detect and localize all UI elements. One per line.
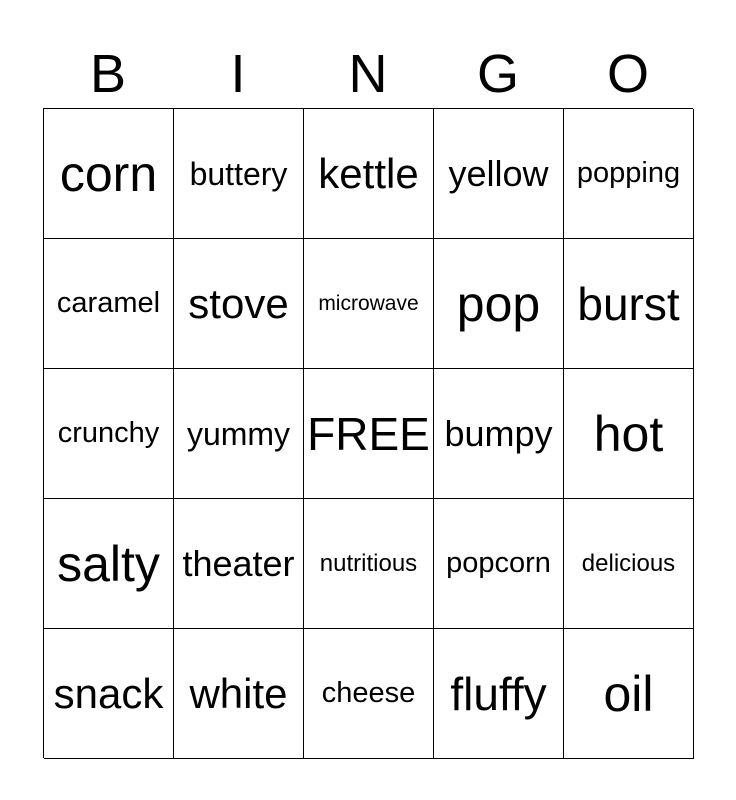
bingo-cell-r3-c5[interactable]: hot bbox=[564, 369, 694, 499]
bingo-cell-r4-c2[interactable]: theater bbox=[174, 499, 304, 629]
bingo-cell-r3-c2[interactable]: yummy bbox=[174, 369, 304, 499]
bingo-cell-r2-c4[interactable]: pop bbox=[434, 239, 564, 369]
bingo-cell-r1-c5[interactable]: popping bbox=[564, 109, 694, 239]
header-letter-n: N bbox=[348, 44, 388, 104]
header-letter-o: O bbox=[606, 44, 649, 104]
bingo-cell-r5-c4[interactable]: fluffy bbox=[434, 629, 564, 759]
bingo-cell-r5-c2[interactable]: white bbox=[174, 629, 304, 759]
bingo-cell-r1-c2[interactable]: buttery bbox=[174, 109, 304, 239]
bingo-cell-r5-c1[interactable]: snack bbox=[44, 629, 174, 759]
bingo-cell-r2-c2[interactable]: stove bbox=[174, 239, 304, 369]
bingo-board bbox=[43, 108, 693, 758]
bingo-cell-r1-c4[interactable]: yellow bbox=[434, 109, 564, 239]
bingo-cell-r4-c1[interactable]: salty bbox=[44, 499, 174, 629]
bingo-cell-r5-c5[interactable]: oil bbox=[564, 629, 694, 759]
bingo-header bbox=[43, 40, 693, 108]
bingo-cell-r5-c3[interactable]: cheese bbox=[304, 629, 434, 759]
bingo-cell-r1-c3[interactable]: kettle bbox=[304, 109, 434, 239]
bingo-cell-r2-c1[interactable]: caramel bbox=[44, 239, 174, 369]
header-letter-b: B bbox=[89, 44, 127, 104]
bingo-cell-r4-c4[interactable]: popcorn bbox=[434, 499, 564, 629]
bingo-cell-r4-c5[interactable]: delicious bbox=[564, 499, 694, 629]
bingo-cell-r1-c1[interactable]: corn bbox=[44, 109, 174, 239]
bingo-cell-r2-c3[interactable]: microwave bbox=[304, 239, 434, 369]
header-letter-i: I bbox=[230, 44, 246, 104]
bingo-cell-r3-c3-free[interactable]: FREE bbox=[304, 369, 434, 499]
bingo-cell-r4-c3[interactable]: nutritious bbox=[304, 499, 434, 629]
bingo-cell-r3-c4[interactable]: bumpy bbox=[434, 369, 564, 499]
bingo-cell-r3-c1[interactable]: crunchy bbox=[44, 369, 174, 499]
header-letter-g: G bbox=[476, 44, 519, 104]
bingo-cell-r2-c5[interactable]: burst bbox=[564, 239, 694, 369]
